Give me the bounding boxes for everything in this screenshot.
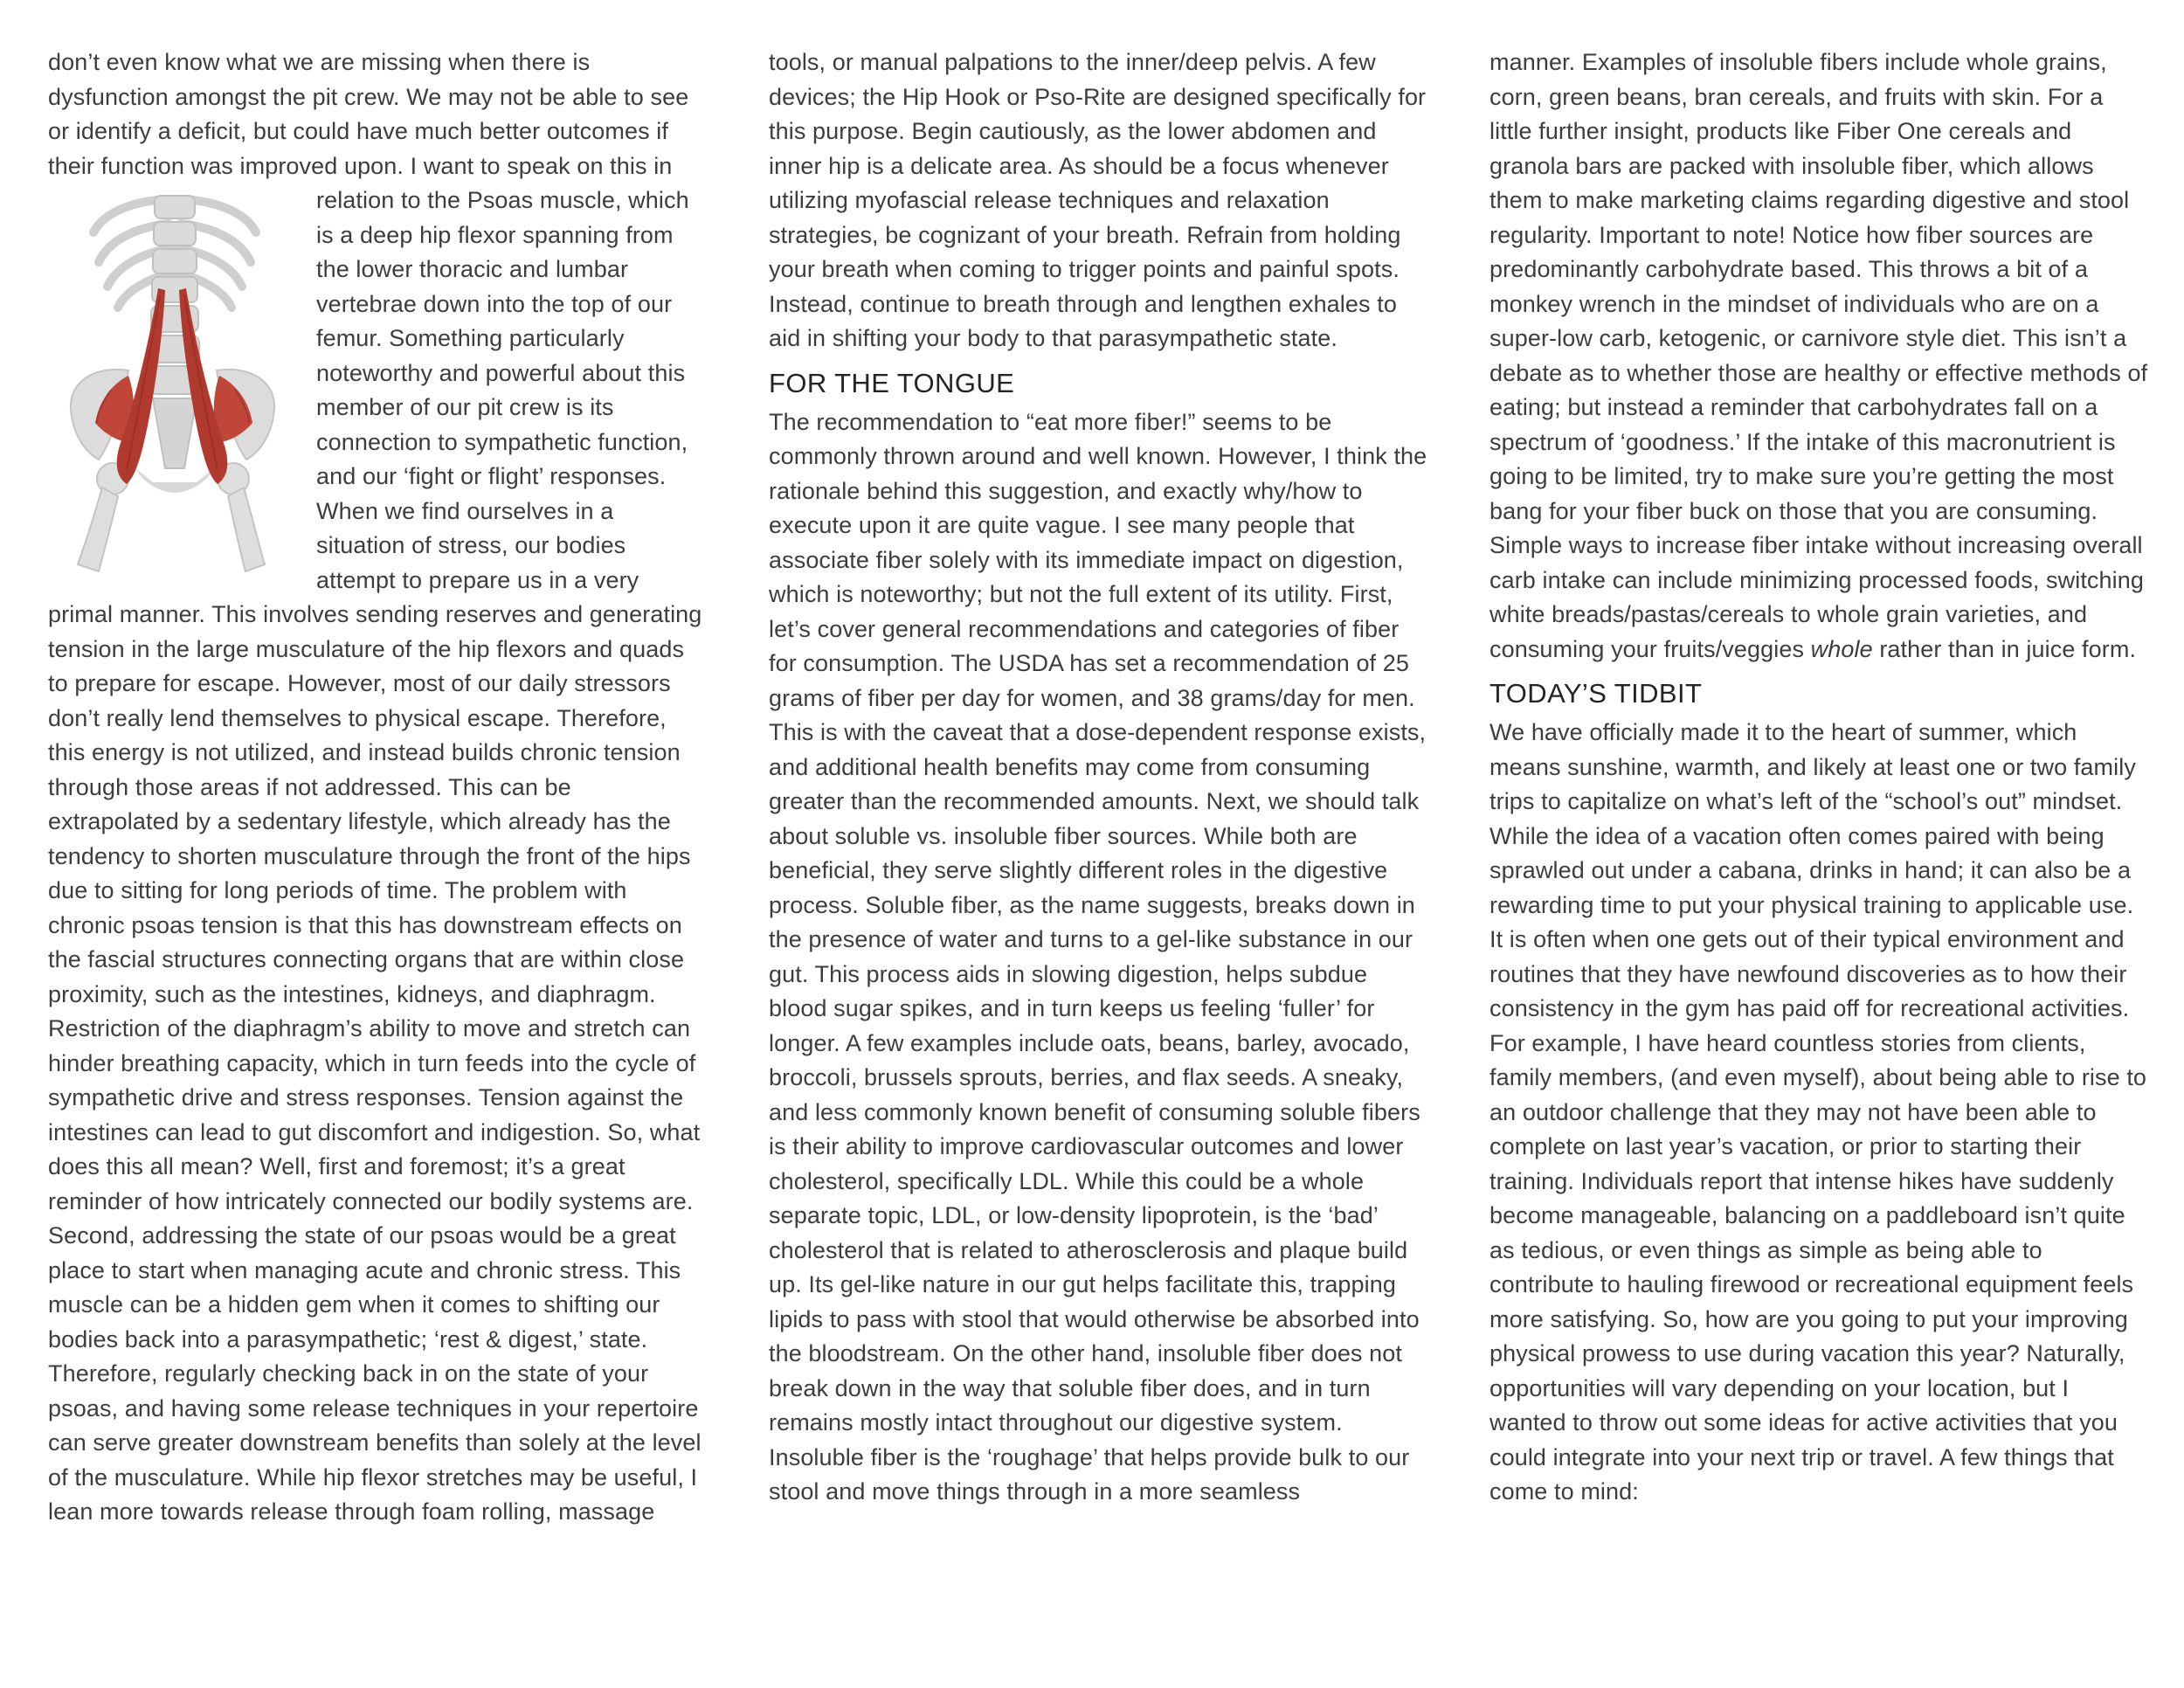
col2-para1-text: tools, or manual palpations to the inner/deep pelvis. A few devices; the Hip Hook or Pso-Rite are designed specifically for this purpose. Begin cautiously, as the lower abdomen and inner hip is a delicate area. As should be a focus whenever utilizing myofascial release techniques and relaxation strategies, be cognizant of your breath. Refrain from holding your breath when coming to trigger points and painful spots. Instead, continue to breath through and lengthen exhales to aid in shifting your body to that parasympathetic state. [769,49,1427,351]
col3-paragraph-2 [1489,716,2149,1510]
col2-paragraph-1 [769,45,1428,356]
col1-intro-text: don’t even know what we are missing when there is dysfunction amongst the pit crew. We may not be able to see or identify a deficit, but could have much better outcomes if their function was improved upon. I want to [48,49,689,179]
heading-todays-tidbit: TODAY’S TIDBIT [1489,678,1703,709]
column-1 [48,45,708,1688]
col1-body-text: speak on this in relation to the Psoas muscle, which is a deep hip flexor spanning from the lower thoracic and lumbar vertebrae down into the top of our femur. Something particularly noteworthy and powerful about this member of our pit crew is its connection to sympathetic function, and our ‘fight or flight’ responses. When we find ourselves in a situation of stress, our bodies attempt to prepare us in a very primal manner. This involves sending reserves and generating tension in the large musculature of the hip flexors and quads to prepare for escape. However, most of our daily stressors don’t really lend themselves to physical escape. Therefore, this energy is not utilized, and instead builds chronic tension through those areas if not addressed. This can be extrapolated by a sedentary lifestyle, which already has the tendency to shorten musculature through the front of the hips due to sitting for long periods of time. The problem with chronic psoas tension is that this has downstream effects on the fascial structures connecting organs that are within close proximity, such as the intestines, kidneys, and diaphragm. Restriction of the diaphragm’s ability to move and stretch can hinder breathing capacity, which in turn feeds into the cycle of sympathetic drive and stress responses. Tension against the intestines can lead to gut discomfort and indigestion. So, what does this all mean? Well, first and foremost; it’s a great reminder of how intricately connected our bodily systems are. Second, addressing the state of our psoas would be a great place to start when managing acute and chronic stress. This muscle can be a hidden gem when it comes to shifting our bodies back into a parasympathetic; ‘rest & digest,’ state. Therefore, regularly checking back in on the state of your psoas, and having some release techniques in your repertoire can serve greater downstream benefits than solely at the level of the musculature. While hip flexor stretches may be useful, I lean more towards release through foam rolling, massage [48,152,702,1525]
col3-paragraph-1 [1489,45,2149,667]
col3-para2-text: We have officially made it to the heart of summer, which means sunshine, warmth, and likely at least one or two family trips to capitalize on what’s left of the “school’s out” mindset. While the idea of a vacation often comes paired with being sprawled out under a cabana, drinks in hand; it can also be a rewarding time to put your physical training to applicable use. It is often when one gets out of their typical environment and routines that they have newfound discoveries as to how their consistency in the gym has paid off for recreational activities. For example, I have heard countless stories from clients, family members, (and even myself), about being able to rise to an outdoor challenge that they may not have been able to complete on last year’s vacation, or prior to starting their training. Individuals report that intense hikes have suddenly become manageable, balancing on a paddleboard isn’t quite as tedious, or even things as simple as being able to contribute to hauling firewood or recreational equipment feels more satisfying. So, how are you going to put your improving physical prowess to use during vacation this year? Naturally, opportunities will vary depending on your location, but I wanted to throw out some ideas for active activities that you could integrate into your next trip or travel. A few things that come to mind: [1489,719,2147,1505]
col2-paragraph-2 [769,405,1428,1510]
heading-for-the-tongue: FOR THE TONGUE [769,367,1015,398]
column-3 [1489,45,2149,1688]
col3-para1-text-a: manner. Examples of insoluble fibers include whole grains, corn, green beans, bran cereals, and fruits with skin. For a little further insight, products like Fiber One cereals and granola bars are packed with insoluble fiber, which allows them to make marketing claims regarding digestive and stool regularity. Important to note! Notice how fiber sources are predominantly carbohydrate based. This throws a bit of a monkey wrench in the mindset of individuals who are on a super-low carb, ketogenic, or carnivore style diet. This isn’t a debate as to whether those are healthy or effective methods of eating; but instead a reminder that carbohydrates fall on a spectrum of ‘goodness.’ If the intake of this macronutrient is going to be limited, try to make sure you’re getting the most bang for your fiber buck on those that you are consuming. Simple ways to increase fiber intake without increasing overall carb intake can include minimizing processed foods, switching white breads/pastas/cereals to whole grain varieties, and consuming your fruits/veggies [1489,49,2148,662]
col2-para2-text: The recommendation to “eat more fiber!” seems to be commonly thrown around and well known. However, I think the rationale behind this suggestion, and exactly why/how to execute upon it are quite vague. I see many people that associate fiber solely with its immediate impact on digestion, which is noteworthy; but not the full extent of its utility. First, let’s cover general recommendations and categories of fiber for consumption. The USDA has set a recommendation of 25 grams of fiber per day for women, and 38 grams/day for men. This is with the caveat that a dose-dependent response exists, and additional health benefits may come from consuming greater than the recommended amounts. Next, we should talk about soluble vs. insoluble fiber sources. While both are beneficial, they serve slightly different roles in the digestive process. Soluble fiber, as the name suggests, breaks down in the presence of water and turns to a gel-like substance in our gut. This process aids in slowing digestion, helps subdue blood sugar spikes, and in turn keeps us feeling ‘fuller’ for longer. A few examples include oats, beans, barley, avocado, broccoli, brussels sprouts, berries, and flax seeds. A sneaky, and less commonly known benefit of consuming soluble fibers is their ability to improve cardiovascular outcomes and lower cholesterol, specifically LDL. While this could be a whole separate topic, LDL, or low-density lipoprotein, is the ‘bad’ cholesterol that is related to atherosclerosis and plaque build up. Its gel-like nature in our gut helps facilitate this, trapping lipids to pass with stool that would otherwise be absorbed into the bloodstream. On the other hand, insoluble fiber does not break down in the way that soluble fiber does, and in turn remains mostly intact throughout our digestive system. Insoluble fiber is the ‘roughage’ that helps provide bulk to our stool and move things through in a more seamless [769,408,1427,1505]
femur-graphic [78,463,265,571]
col3-para1-text-b: rather than in juice form. [1872,635,2137,662]
psoas-anatomy-illustration [48,190,297,573]
col3-para1-italic-word: whole [1810,635,1873,662]
col1-paragraph [48,45,708,1530]
column-2 [769,45,1428,1688]
